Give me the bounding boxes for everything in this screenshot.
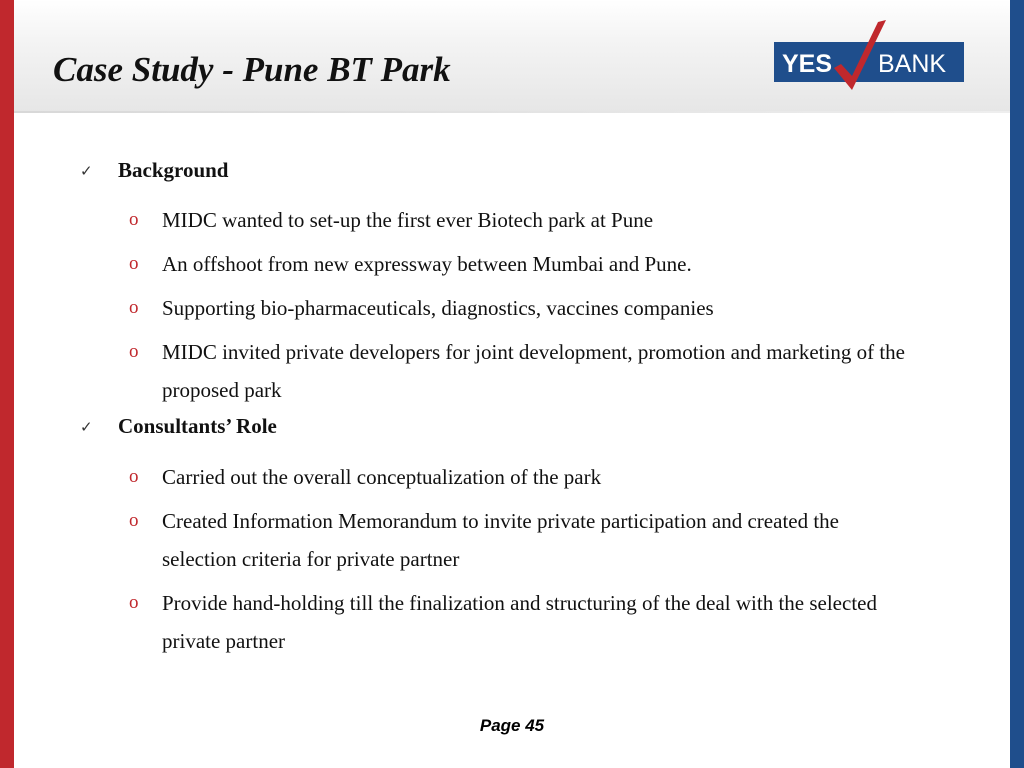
list-item-text: An offshoot from new expressway between Mumbai and Pune. [162,252,692,276]
section-heading-background [80,158,229,183]
bullet-icon: o [129,341,139,362]
logo-bank-text: BANK [878,50,947,78]
logo-yes-text: YES [782,50,833,78]
list-item-text: MIDC wanted to set-up the first ever Biotech park at Pune [162,208,654,232]
bullet-icon: o [129,253,139,274]
list-item [129,591,909,660]
bullet-icon: o [129,510,139,531]
bullet-icon: o [129,297,139,318]
list-item-text: Carried out the overall conceptualization of the park [162,465,602,489]
checkmark-icon: ✓ [80,417,93,436]
list-item [129,509,909,578]
section-heading-consultants-role [80,414,277,439]
list-item-text: Supporting bio-pharmaceuticals, diagnostics, vaccines companies [162,296,714,320]
checkmark-icon: ✓ [80,161,93,180]
list-item [129,465,909,496]
list-item [129,296,909,327]
slide-title: Case Study - Pune BT Park [53,50,451,89]
section-label: Consultants’ Role [118,414,277,438]
page-number: Page 45 [479,716,545,735]
section-label: Background [118,158,229,182]
bullet-icon: o [129,209,139,230]
list-item-text: Provide hand-holding till the finalization and structuring of the deal with the selected private partner [162,591,877,653]
list-item [129,340,909,409]
list-item [129,208,909,239]
list-item [129,252,909,283]
bullet-icon: o [129,592,139,613]
list-item-text: MIDC invited private developers for joint development, promotion and marketing of the proposed park [162,340,905,402]
bullet-icon: o [129,466,139,487]
list-item-text: Created Information Memorandum to invite private participation and created the selection criteria for private partner [162,509,840,571]
